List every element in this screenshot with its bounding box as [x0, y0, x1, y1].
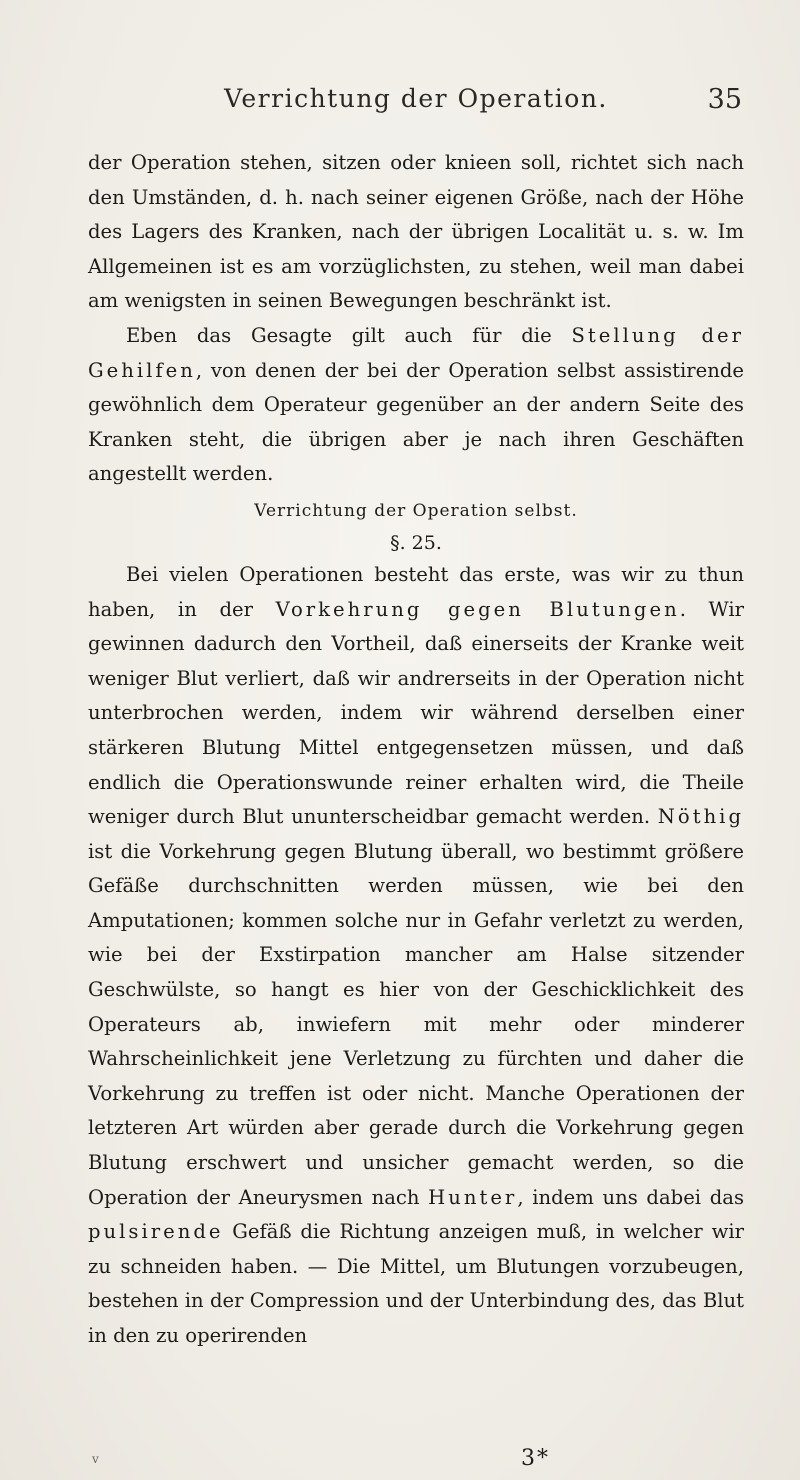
body-text [88, 146, 744, 1354]
emphasis-pulsirende: pulsirende [88, 1220, 224, 1244]
paragraph-3-text-c: . Wir gewinnen dadurch den Vortheil, daß einerseits der Kranke weit weniger Blut verliert, daß wir andrerseits in der Operation nicht unterbrochen werden, indem wir während derselben einer stärkeren Blutung Mittel entgegensetzen müssen, und daß endlich die Operationswunde reiner erhalten wird, die Theile weniger durch Blut ununterscheidbar gemacht werden. [88, 597, 744, 829]
emphasis-vorkehrung-gegen-blutungen: Vorkehrung gegen Blutungen [275, 597, 680, 621]
footer-mark: v [92, 1452, 99, 1466]
page-header [90, 84, 742, 124]
paragraph-3-text-g: , indem uns dabei das [517, 1185, 745, 1209]
paragraph-3-text-i: Gefäß die Richtung anzeigen muß, in welcher wir zu schneiden haben. — Die Mittel, um Blutungen vorzubeugen, bestehen in der Compression und der Unterbindung des, das Blut in den zu operirenden [88, 1220, 744, 1347]
section-heading: Verrichtung der Operation selbst. [254, 500, 578, 521]
running-title: Verrichtung der Operation. [224, 84, 608, 113]
section-number: §. 25. [390, 531, 442, 554]
page-number: 35 [707, 84, 742, 115]
paragraph-3-text-e: ist die Vorkehrung gegen Blutung überall, wo bestimmt größere Gefäße durchschnitten werden müssen, wie bei den Amputationen; kommen solche nur in Gefahr verletzt zu werden, wie bei der Exstirpation mancher am Halse sitzender Geschwülste, so hangt es hier von der Geschicklichkeit des Operateurs ab, inwiefern mit mehr oder minderer Wahrscheinlichkeit jene Verletzung zu fürchten und daher die Vorkehrung zu treffen ist oder nicht. Manche Operationen der letzteren Art würden aber gerade durch die Vorkehrung gegen Blutung erschwert und unsicher gemacht werden, so die Operation der Aneurysmen nach [88, 839, 744, 1209]
paragraph-2 [88, 319, 744, 492]
paragraph-3-text-a: Bei vielen Operationen besteht das erste, was wir zu thun haben, in der [88, 562, 744, 621]
page-footer [90, 1446, 742, 1476]
paragraph-2-text-a: Eben das Gesagte gilt auch für die [126, 323, 572, 347]
emphasis-noethig: Nöthig [657, 805, 744, 829]
paragraph-1: der Operation stehen, sitzen oder knieen soll, richtet sich nach den Umständen, d. h. nach seiner eigenen Größe, nach der Höhe des Lagers des Kranken, nach der übrigen Localität u. s. w. Im Allgemeinen ist es am vorzüglichsten, zu stehen, weil man dabei am wenigsten in seinen Bewegungen beschränkt ist. [88, 151, 744, 313]
emphasis-hunter: Hunter [428, 1185, 518, 1209]
signature-mark: 3* [521, 1446, 550, 1471]
emphasis-stellung-der-gehilfen: Stellung der Gehilfen [88, 323, 744, 382]
paragraph-2-text-c: , von denen der bei der Operation selbst assistirende gewöhnlich dem Operateur gegenüber an der andern Seite des Kranken steht, die übrigen aber je nach ihren Geschäften angestellt werden. [88, 358, 744, 486]
paragraph-3 [88, 558, 744, 1354]
